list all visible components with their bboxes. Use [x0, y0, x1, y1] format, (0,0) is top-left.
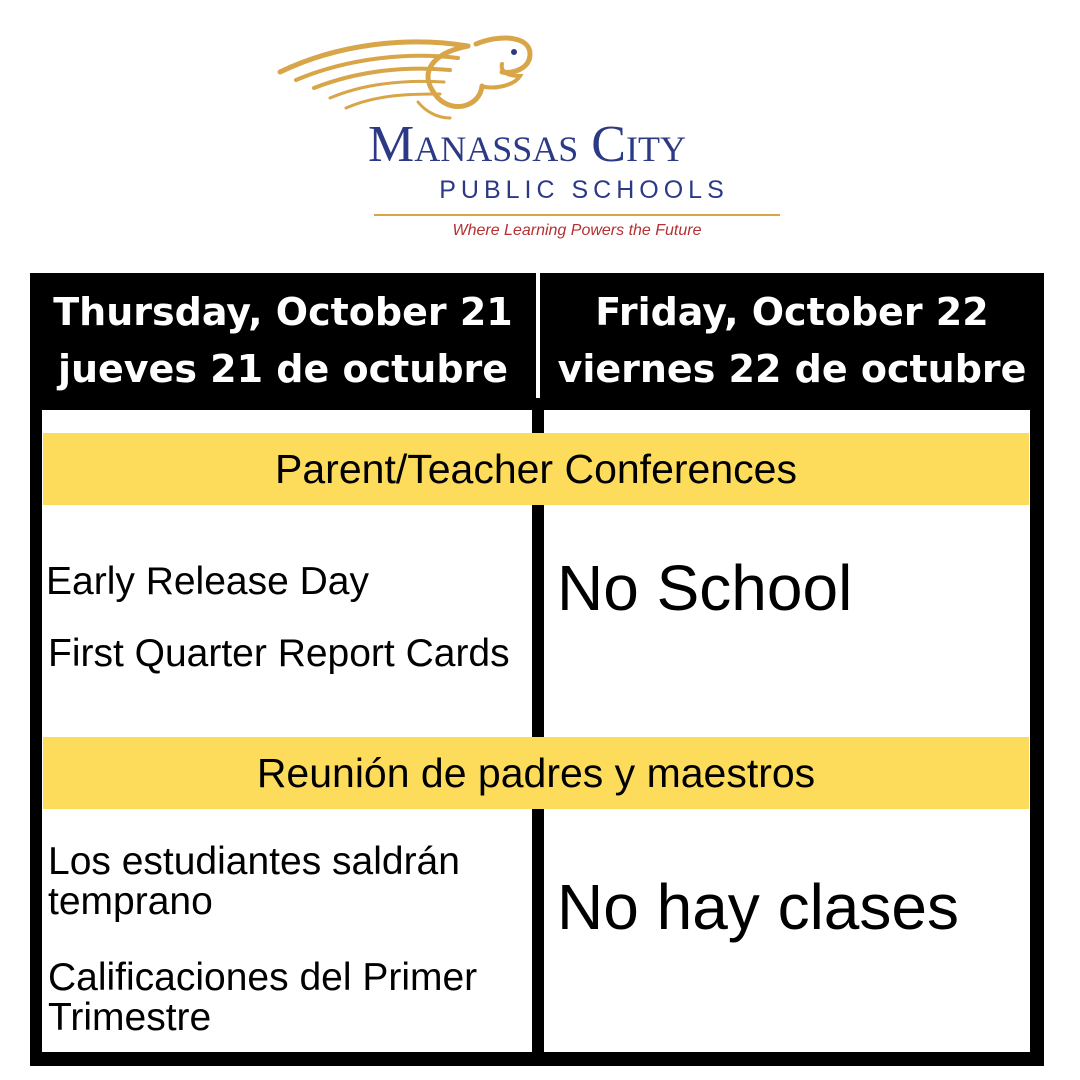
logo-tagline: Where Learning Powers the Future	[452, 222, 702, 239]
friday-no-hay-clases: No hay clases	[557, 871, 959, 943]
header-friday-es: viernes 22 de octubre	[557, 347, 1027, 391]
logo-name: Manassas City	[368, 116, 686, 173]
friday-column	[544, 410, 1030, 1052]
thursday-item-salida-temprana: Los estudiantes saldrán temprano	[48, 840, 460, 923]
header-friday-en: Friday, October 22	[595, 290, 989, 334]
logo-subtitle: PUBLIC SCHOOLS	[439, 176, 729, 204]
logo-divider	[374, 214, 780, 216]
conferences-band-en: Parent/Teacher Conferences	[43, 433, 1029, 505]
header-thursday-es: jueves 21 de octubre	[57, 347, 509, 391]
conferences-band-es: Reunión de padres y maestros	[43, 737, 1029, 809]
thursday-item-report-cards: First Quarter Report Cards	[48, 632, 510, 675]
thursday-item-early-release: Early Release Day	[46, 560, 369, 603]
header-thursday	[30, 273, 536, 400]
school-logo	[268, 14, 802, 252]
friday-no-school: No School	[557, 552, 853, 624]
header-friday	[540, 273, 1044, 400]
header-thursday-en: Thursday, October 21	[53, 290, 513, 334]
eagle-icon	[268, 14, 802, 124]
thursday-item-calificaciones: Calificaciones del Primer Trimestre	[48, 956, 478, 1039]
